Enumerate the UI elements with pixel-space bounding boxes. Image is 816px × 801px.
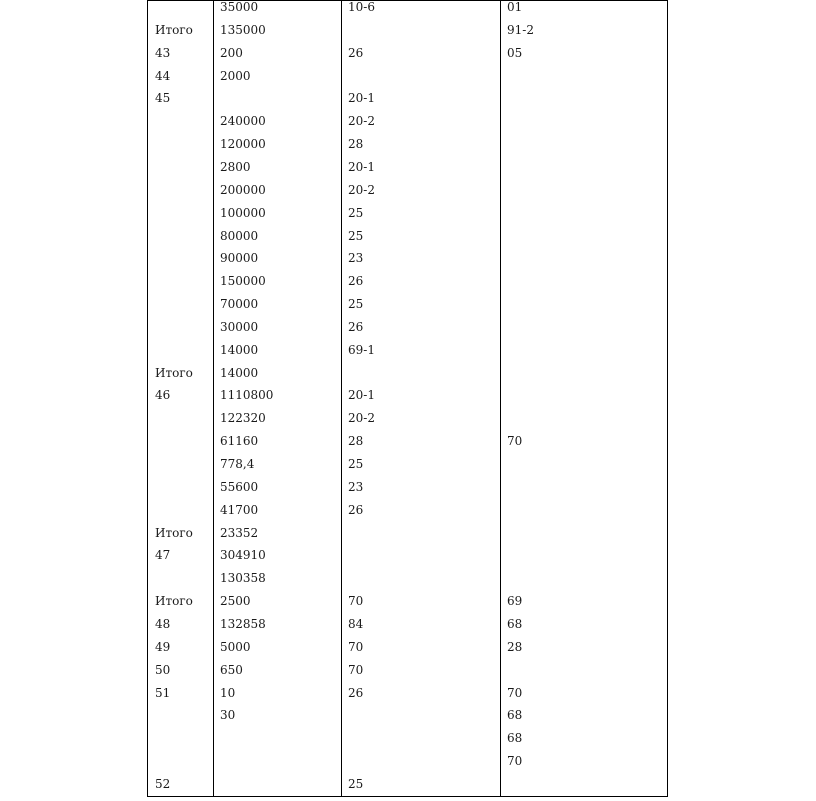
cell-amount: 23352 (220, 525, 259, 540)
cell-amount: 304910 (220, 548, 266, 563)
table-row (0, 90, 816, 113)
cell-row-label: 50 (155, 662, 171, 677)
table-row (0, 113, 816, 136)
cell-amount: 122320 (220, 411, 266, 426)
cell-debit-account: 25 (348, 457, 364, 471)
cell-row-label: Итого (155, 365, 193, 380)
table-row (0, 456, 816, 479)
table-row (0, 525, 816, 548)
cell-row-label: Итого (155, 22, 193, 37)
cell-amount: 41700 (220, 502, 259, 517)
cell-credit-account: 05 (507, 45, 523, 60)
table-row (0, 410, 816, 433)
cell-amount: 240000 (220, 114, 266, 129)
table-row (0, 319, 816, 342)
cell-amount: 650 (220, 662, 243, 677)
cell-amount: 90000 (220, 251, 259, 266)
table-row (0, 502, 816, 525)
table-row (0, 639, 816, 662)
cell-credit-account: 01 (507, 0, 523, 14)
table-row (0, 547, 816, 570)
cell-amount: 150000 (220, 274, 266, 289)
cell-debit-account: 10-6 (348, 0, 375, 14)
table-row (0, 182, 816, 205)
table-row (0, 228, 816, 251)
cell-debit-account: 25 (348, 776, 364, 791)
table-row (0, 250, 816, 273)
cell-credit-account: 70 (507, 754, 523, 769)
cell-credit-account: 70 (507, 685, 523, 700)
cell-row-label: 49 (155, 639, 171, 654)
table-row (0, 273, 816, 296)
cell-row-label: Итого (155, 594, 193, 609)
cell-amount: 1110800 (220, 388, 274, 403)
cell-debit-account: 26 (348, 685, 364, 700)
cell-debit-account: 23 (348, 251, 364, 266)
cell-debit-account: 28 (348, 434, 364, 449)
cell-debit-account: 20-1 (348, 388, 375, 403)
table-row (0, 570, 816, 593)
table-row (0, 296, 816, 319)
cell-amount: 5000 (220, 639, 251, 654)
cell-debit-account: 28 (348, 137, 364, 152)
cell-row-label: 46 (155, 388, 171, 403)
table-row (0, 776, 816, 799)
cell-credit-account: 28 (507, 639, 523, 654)
cell-debit-account: 20-2 (348, 411, 375, 426)
table-row (0, 68, 816, 91)
table-row (0, 616, 816, 639)
cell-row-label: 48 (155, 616, 171, 631)
cell-debit-account: 20-1 (348, 159, 375, 174)
cell-amount: 30000 (220, 319, 259, 334)
cell-debit-account: 84 (348, 616, 364, 631)
cell-credit-account: 68 (507, 731, 523, 746)
table-row (0, 45, 816, 68)
cell-credit-account: 70 (507, 434, 523, 449)
table-row (0, 342, 816, 365)
cell-amount: 200000 (220, 182, 266, 197)
cell-debit-account: 69-1 (348, 342, 375, 357)
cell-row-label: 47 (155, 548, 171, 563)
cell-debit-account: 25 (348, 228, 364, 243)
table-row (0, 707, 816, 730)
cell-amount: 55600 (220, 479, 259, 494)
table-row (0, 205, 816, 228)
cell-amount: 132858 (220, 616, 266, 631)
cell-amount: 200 (220, 45, 243, 60)
cell-debit-account: 26 (348, 45, 364, 60)
table-row (0, 136, 816, 159)
table-row (0, 22, 816, 45)
cell-debit-account: 70 (348, 662, 364, 677)
cell-amount: 30 (220, 708, 236, 723)
cell-amount: 2500 (220, 594, 251, 609)
table-row (0, 685, 816, 708)
cell-credit-account: 68 (507, 708, 523, 723)
cell-credit-account: 69 (507, 594, 523, 609)
table-row (0, 0, 816, 22)
cell-amount: 130358 (220, 571, 266, 586)
cell-debit-account: 70 (348, 639, 364, 654)
cell-amount: 80000 (220, 228, 259, 243)
cell-amount: 14000 (220, 342, 259, 357)
cell-row-label: 51 (155, 685, 171, 700)
table-row (0, 159, 816, 182)
cell-debit-account: 23 (348, 479, 364, 494)
cell-amount: 35000 (220, 0, 259, 14)
cell-row-label: 44 (155, 68, 171, 83)
table-row (0, 365, 816, 388)
cell-amount: 2000 (220, 68, 251, 83)
cell-amount: 10 (220, 685, 236, 700)
cell-row-label: 52 (155, 776, 171, 791)
cell-amount: 100000 (220, 205, 266, 220)
cell-debit-account: 20-2 (348, 182, 375, 197)
cell-debit-account: 26 (348, 319, 364, 334)
cell-debit-account: 26 (348, 502, 364, 517)
cell-amount: 14000 (220, 365, 259, 380)
cell-debit-account: 26 (348, 274, 364, 289)
cell-debit-account: 25 (348, 297, 364, 312)
cell-amount: 120000 (220, 137, 266, 152)
cell-row-label: 43 (155, 45, 171, 60)
cell-credit-account: 91-2 (507, 22, 534, 37)
table-row (0, 387, 816, 410)
cell-debit-account: 70 (348, 594, 364, 609)
cell-amount: 778,4 (220, 457, 255, 471)
cell-amount: 2800 (220, 159, 251, 174)
cell-amount: 61160 (220, 434, 259, 449)
cell-row-label: Итого (155, 525, 193, 540)
cell-debit-account: 20-2 (348, 114, 375, 129)
cell-debit-account: 20-1 (348, 91, 375, 106)
cell-amount: 135000 (220, 22, 266, 37)
table-row (0, 433, 816, 456)
cell-credit-account: 68 (507, 616, 523, 631)
cell-row-label: 45 (155, 91, 171, 106)
cell-debit-account: 25 (348, 205, 364, 220)
cell-amount: 70000 (220, 297, 259, 312)
table-row (0, 479, 816, 502)
table-row (0, 593, 816, 616)
table-row (0, 730, 816, 753)
table-row (0, 753, 816, 776)
table-row (0, 662, 816, 685)
